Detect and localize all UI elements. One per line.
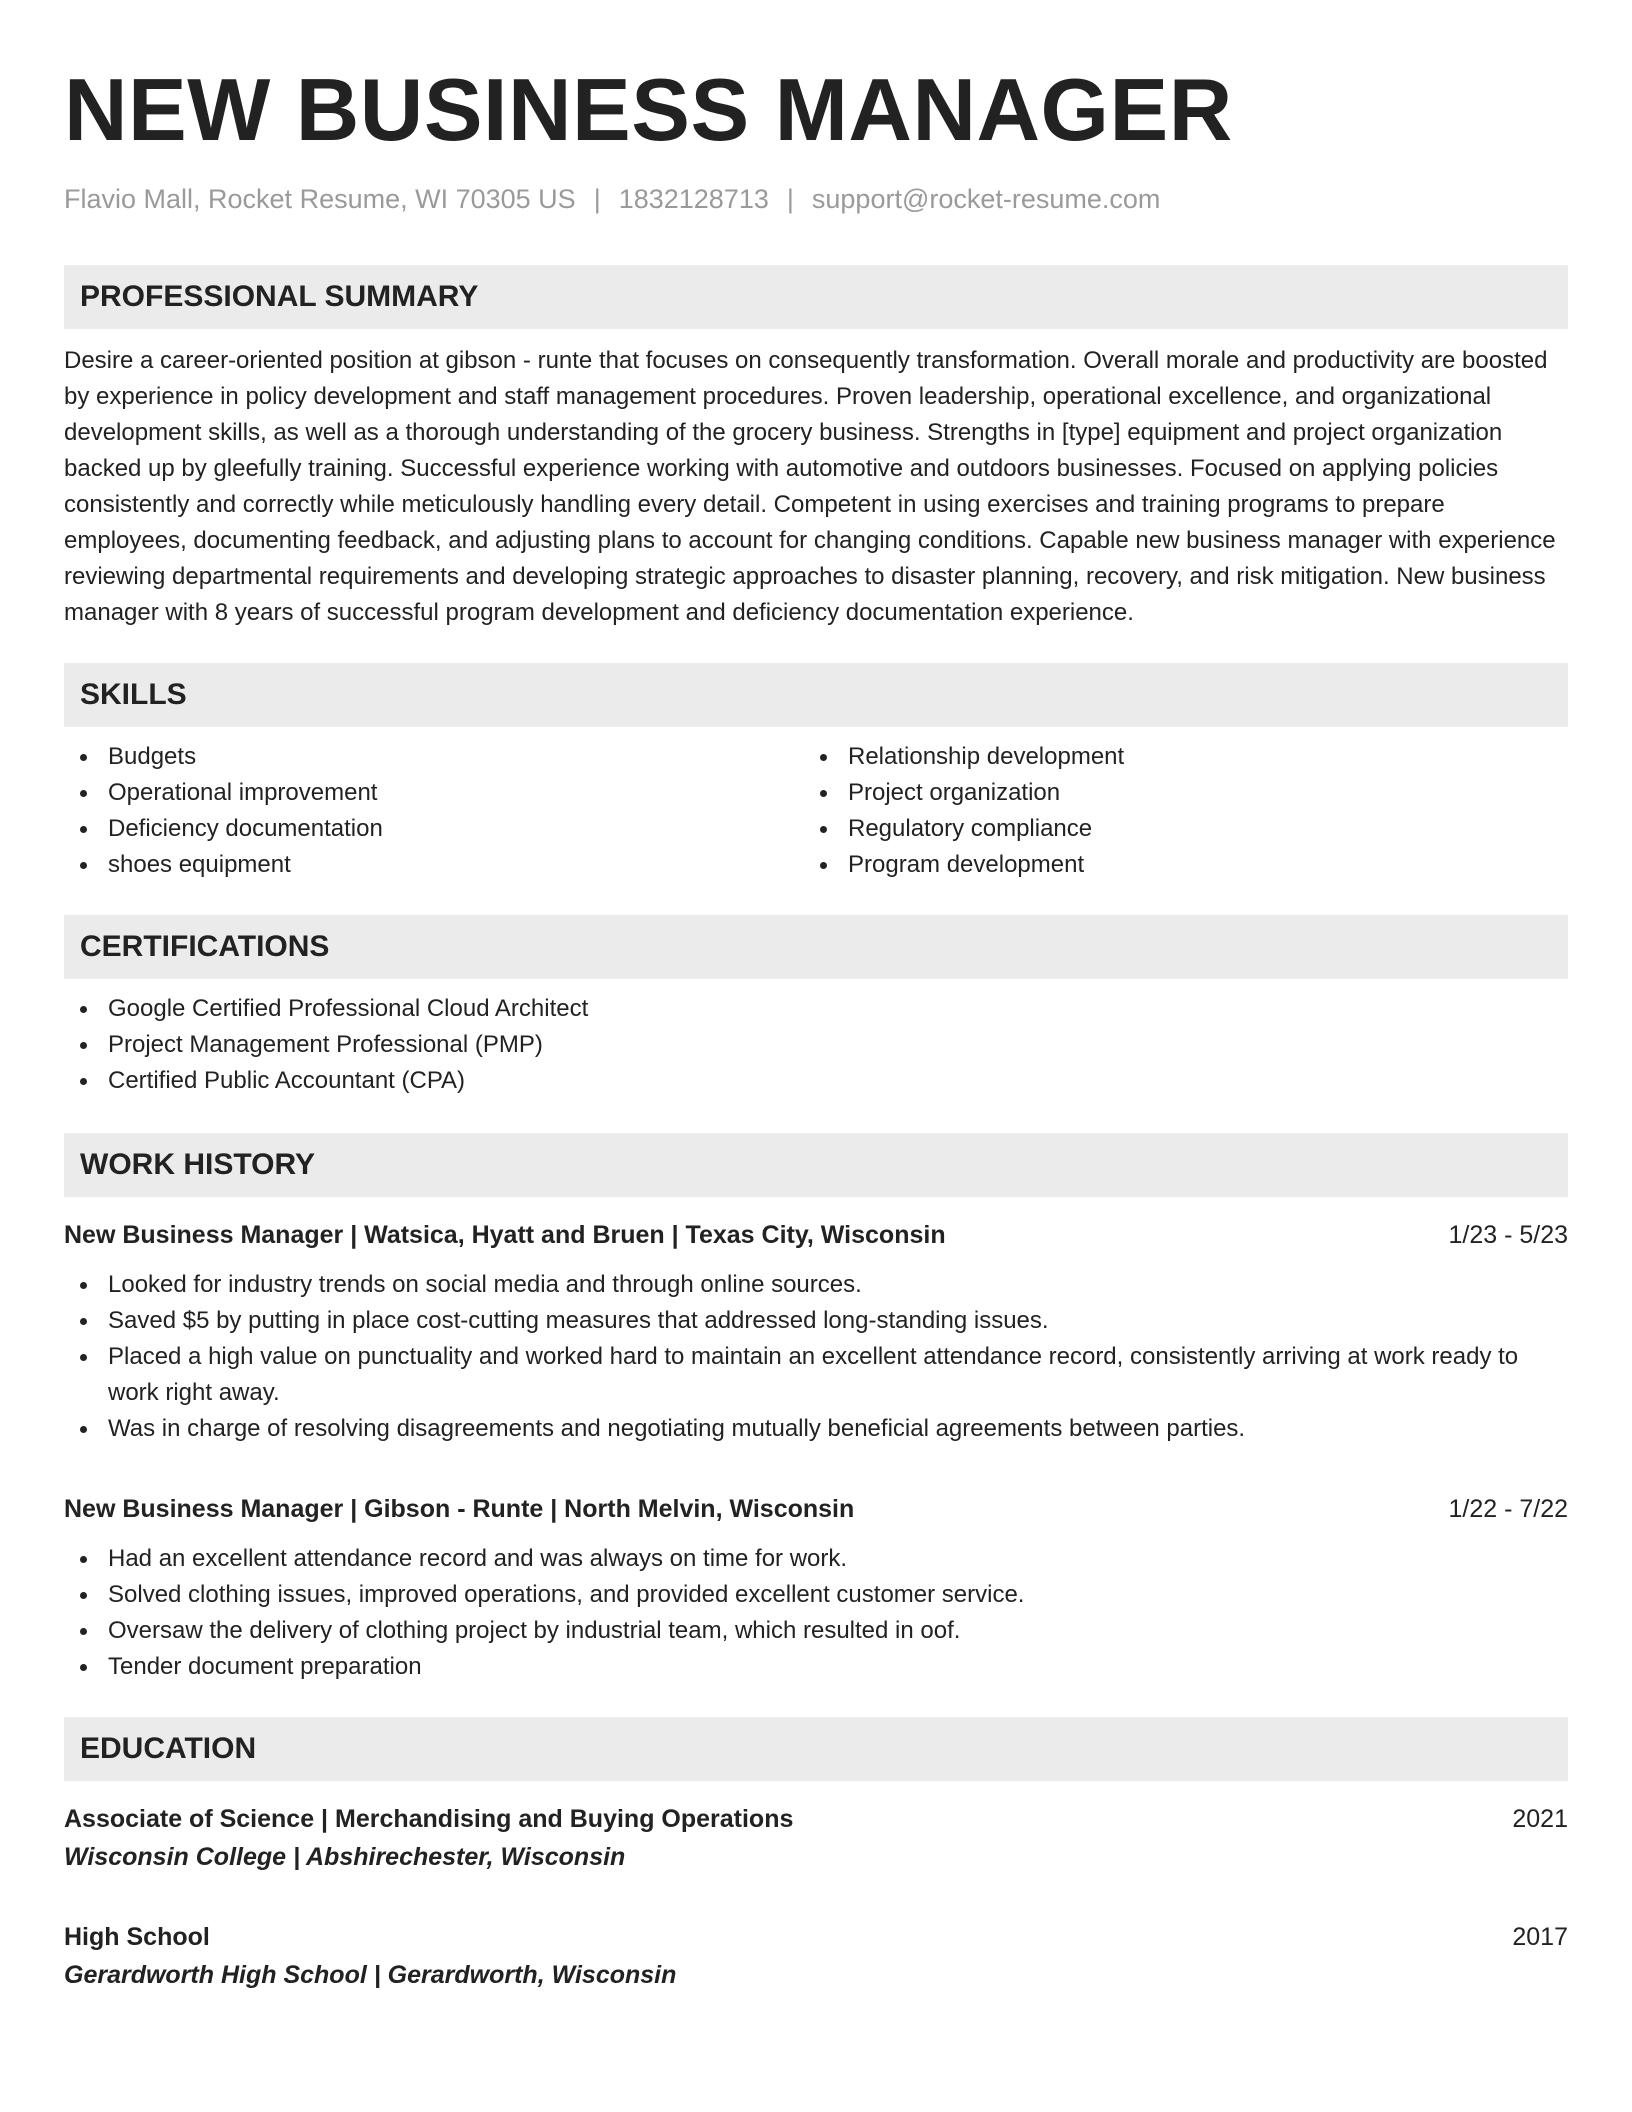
contact-separator: |	[593, 184, 601, 214]
section-heading-education: EDUCATION	[64, 1717, 1568, 1781]
work-entry-header	[64, 1217, 1568, 1253]
job-dates: 1/23 - 5/23	[1448, 1221, 1568, 1249]
job-title: New Business Manager | Watsica, Hyatt and Bruen | Texas City, Wisconsin	[64, 1221, 946, 1249]
education-year: 2017	[1512, 1923, 1568, 1951]
section-heading-work-history: WORK HISTORY	[64, 1133, 1568, 1197]
skill-item: Operational improvement	[64, 775, 804, 811]
skill-item: Program development	[804, 847, 1544, 883]
school-name: Wisconsin College | Abshirechester, Wisconsin	[64, 1843, 626, 1871]
section-heading-summary: PROFESSIONAL SUMMARY	[64, 265, 1568, 329]
skill-item: Relationship development	[804, 739, 1544, 775]
education-year: 2021	[1512, 1805, 1568, 1833]
certification-item: Project Management Professional (PMP)	[64, 1027, 1568, 1063]
contact-phone: 1832128713	[618, 184, 769, 214]
skills-list-right	[804, 739, 1544, 883]
job-bullet: Tender document preparation	[64, 1649, 1568, 1685]
job-bullet: Was in charge of resolving disagreements and negotiating mutually beneficial agreements between parties.	[64, 1411, 1568, 1447]
job-bullet: Saved $5 by putting in place cost-cutting measures that addressed long-standing issues.	[64, 1303, 1568, 1339]
contact-line	[64, 184, 1568, 215]
contact-email: support@rocket-resume.com	[811, 184, 1161, 214]
degree-title: Associate of Science | Merchandising and Buying Operations	[64, 1805, 794, 1833]
work-entry	[64, 1491, 1568, 1685]
skill-item: Deficiency documentation	[64, 811, 804, 847]
skill-item: shoes equipment	[64, 847, 804, 883]
degree-title: High School	[64, 1923, 210, 1951]
job-bullets	[64, 1541, 1568, 1685]
education-entry	[64, 1919, 1568, 1993]
job-title: New Business Manager | Gibson - Runte | North Melvin, Wisconsin	[64, 1495, 855, 1523]
education-entry	[64, 1801, 1568, 1875]
job-bullet: Looked for industry trends on social media and through online sources.	[64, 1267, 1568, 1303]
job-bullet: Solved clothing issues, improved operations, and provided excellent customer service.	[64, 1577, 1568, 1613]
section-heading-skills: SKILLS	[64, 663, 1568, 727]
education-entry-header	[64, 1919, 1568, 1955]
contact-separator: |	[786, 184, 794, 214]
school-name: Gerardworth High School | Gerardworth, Wisconsin	[64, 1961, 677, 1989]
certification-item: Certified Public Accountant (CPA)	[64, 1063, 1568, 1099]
candidate-name: NEW BUSINESS MANAGER	[64, 60, 1233, 159]
summary-paragraph: Desire a career-oriented position at gibson - runte that focuses on consequently transformation. Overall morale and productivity are boosted by experience in policy development and staff management procedures. Proven leadership, operational excellence, and organizational development skills, as well as a thorough understanding of the grocery business. Strengths in [type] equipment and project organization backed up by gleefully training. Successful experience working with automotive and outdoors businesses. Focused on applying policies consistently and correctly while meticulously handling every detail. Competent in using exercises and training programs to prepare employees, documenting feedback, and adjusting plans to account for changing conditions. Capable new business manager with experience reviewing departmental requirements and developing strategic approaches to disaster planning, recovery, and risk mitigation. New business manager with 8 years of successful program development and deficiency documentation experience.	[64, 347, 1556, 626]
job-bullet: Oversaw the delivery of clothing project by industrial team, which resulted in oof.	[64, 1613, 1568, 1649]
work-entry-header	[64, 1491, 1568, 1527]
contact-address: Flavio Mall, Rocket Resume, WI 70305 US	[64, 184, 576, 214]
skill-item: Regulatory compliance	[804, 811, 1544, 847]
skills-list-left	[64, 739, 804, 883]
education-entry-header	[64, 1801, 1568, 1837]
job-bullet: Had an excellent attendance record and was always on time for work.	[64, 1541, 1568, 1577]
certification-item: Google Certified Professional Cloud Architect	[64, 991, 1568, 1027]
section-heading-certifications: CERTIFICATIONS	[64, 915, 1568, 979]
skills-grid	[64, 739, 1568, 883]
work-entry	[64, 1217, 1568, 1447]
job-dates: 1/22 - 7/22	[1448, 1495, 1568, 1523]
skill-item: Budgets	[64, 739, 804, 775]
job-bullet: Placed a high value on punctuality and worked hard to maintain an excellent attendance record, consistently arriving at work ready to work right away.	[64, 1339, 1568, 1411]
certifications-list	[64, 991, 1568, 1099]
job-bullets	[64, 1267, 1568, 1447]
skill-item: Project organization	[804, 775, 1544, 811]
